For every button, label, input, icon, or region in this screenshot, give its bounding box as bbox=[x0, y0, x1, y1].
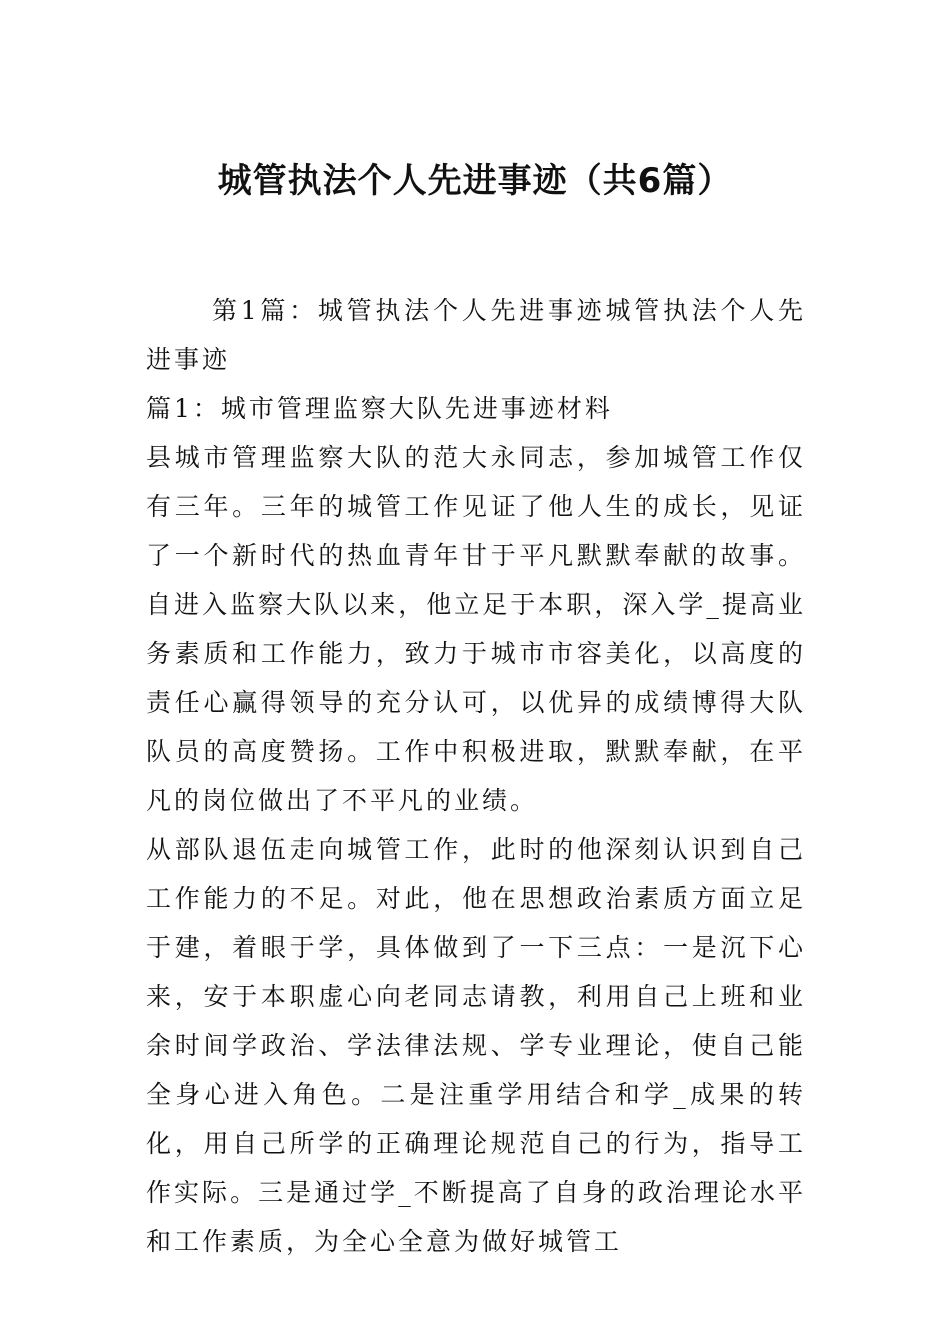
body-paragraph: 县城市管理监察大队的范大永同志，参加城管工作仅有三年。三年的城管工作见证了他人生的成长，见证了一个新时代的热血青年甘于平凡默默奉献的故事。自进入监察大队以来，他立足于本职，深入学_提高业务素质和工作能力，致力于城市市容美化，以高度的责任心赢得领导的充分认可，以优异的成绩博得大队队员的高度赞扬。工作中积极进取，默默奉献，在平凡的岗位做出了不平凡的业绩。 bbox=[146, 443, 806, 815]
document-title: 城管执法个人先进事迹（共6篇） bbox=[217, 161, 733, 201]
body-paragraph: 从部队退伍走向城管工作，此时的他深刻认识到自己工作能力的不足。对此，他在思想政治素质方面立足于建，着眼于学，具体做到了一下三点：一是沉下心来，安于本职虚心向老同志请教，利用自己上班和业余时间学政治、学法律法规、学专业理论，使自己能全身心进入角色。二是注重学用结合和学_成果的转化，用自己所学的正确理论规范自己的行为，指导工作实际。三是通过学_不断提高了自身的政治理论水平和工作素质，为全心全意为做好城管工 bbox=[146, 835, 806, 1256]
document-body bbox=[146, 286, 806, 1266]
article-heading: 篇1：城市管理监察大队先进事迹材料 bbox=[146, 394, 613, 423]
section-heading: 第1篇：城管执法个人先进事迹城管执法个人先进事迹 bbox=[146, 296, 806, 374]
